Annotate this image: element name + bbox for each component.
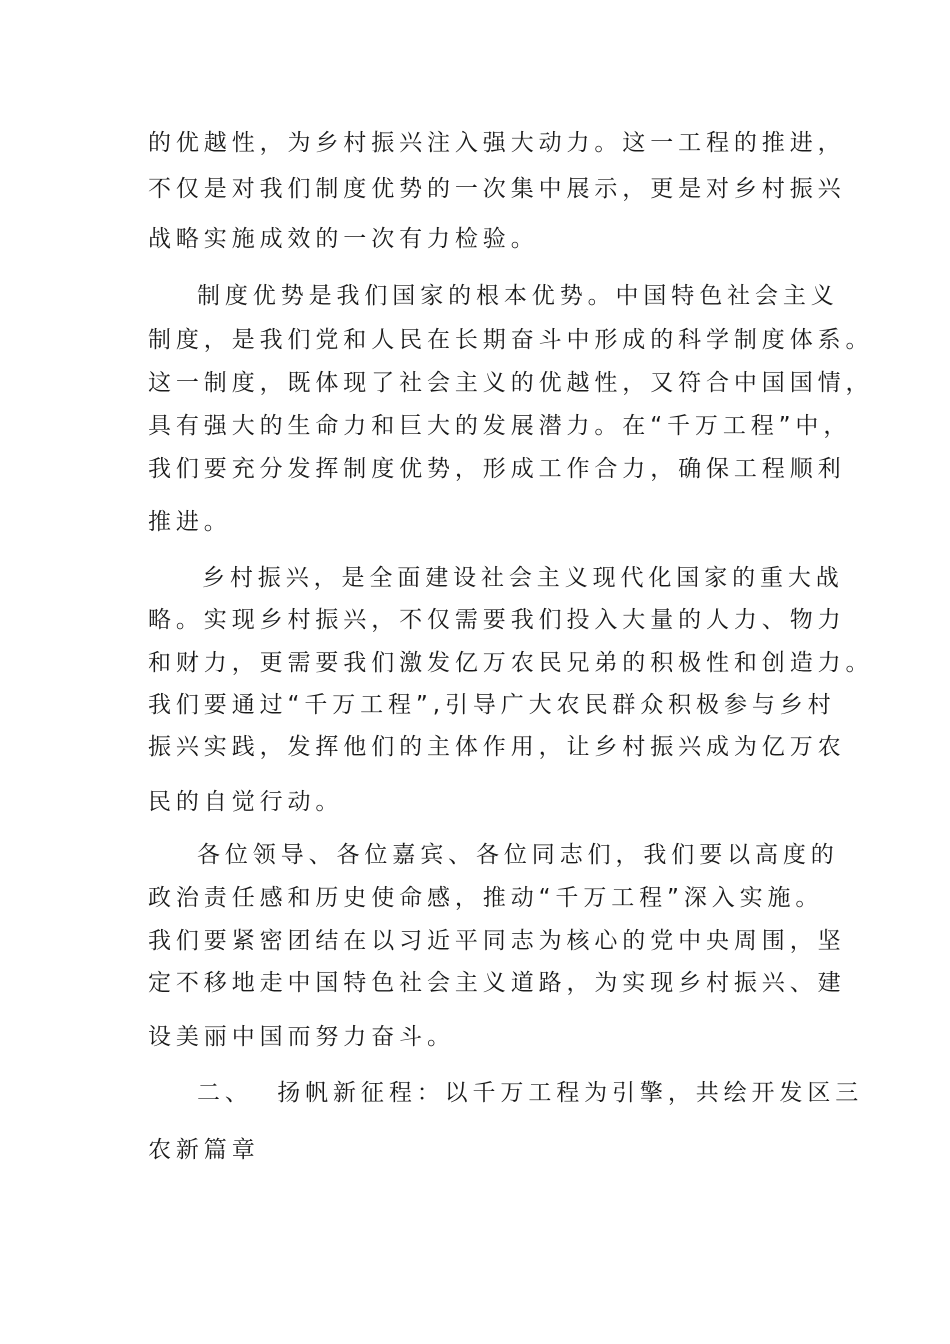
paragraph-line: 我们要通过“千万工程”,引导广大农民群众积极参与乡村 xyxy=(148,692,836,718)
paragraph-line: 这一制度，既体现了社会主义的优越性，又符合中国国情， xyxy=(148,370,874,396)
paragraph-line: 政治责任感和历史使命感，推动“千万工程”深入实施。 xyxy=(148,885,824,911)
paragraph-line: 各位领导、各位嘉宾、各位同志们，我们要以高度的 xyxy=(197,842,839,868)
paragraph-line: 乡村振兴，是全面建设社会主义现代化国家的重大战 xyxy=(202,565,844,591)
paragraph-line: 推进。 xyxy=(148,509,232,535)
paragraph-line: 和财力，更需要我们激发亿万农民兄弟的积极性和创造力。 xyxy=(148,650,874,676)
paragraph-line: 制度，是我们党和人民在长期奋斗中形成的科学制度体系。 xyxy=(148,327,874,353)
paragraph-line: 我们要紧密团结在以习近平同志为核心的党中央周围，坚 xyxy=(148,928,846,954)
section-heading-continued: 农新篇章 xyxy=(148,1137,260,1163)
paragraph-line: 的优越性，为乡村振兴注入强大动力。这一工程的推进， xyxy=(148,130,846,156)
paragraph-line: 定不移地走中国特色社会主义道路，为实现乡村振兴、建 xyxy=(148,970,846,996)
paragraph-line: 具有强大的生命力和巨大的发展潜力。在“千万工程”中， xyxy=(148,413,852,439)
paragraph-line: 民的自觉行动。 xyxy=(148,789,344,815)
paragraph-line: 振兴实践，发挥他们的主体作用，让乡村振兴成为亿万农 xyxy=(148,734,846,760)
paragraph-line: 不仅是对我们制度优势的一次集中展示，更是对乡村振兴 xyxy=(148,176,846,202)
paragraph-line: 我们要充分发挥制度优势，形成工作合力，确保工程顺利 xyxy=(148,456,846,482)
paragraph-line: 设美丽中国而努力奋斗。 xyxy=(148,1024,455,1050)
paragraph-line: 战略实施成效的一次有力检验。 xyxy=(148,226,539,252)
paragraph-line: 略。实现乡村振兴，不仅需要我们投入大量的人力、物力 xyxy=(148,607,846,633)
section-heading: 二、 扬帆新征程：以千万工程为引擎，共绘开发区三 xyxy=(197,1080,864,1106)
paragraph-line: 制度优势是我们国家的根本优势。中国特色社会主义 xyxy=(197,283,839,309)
